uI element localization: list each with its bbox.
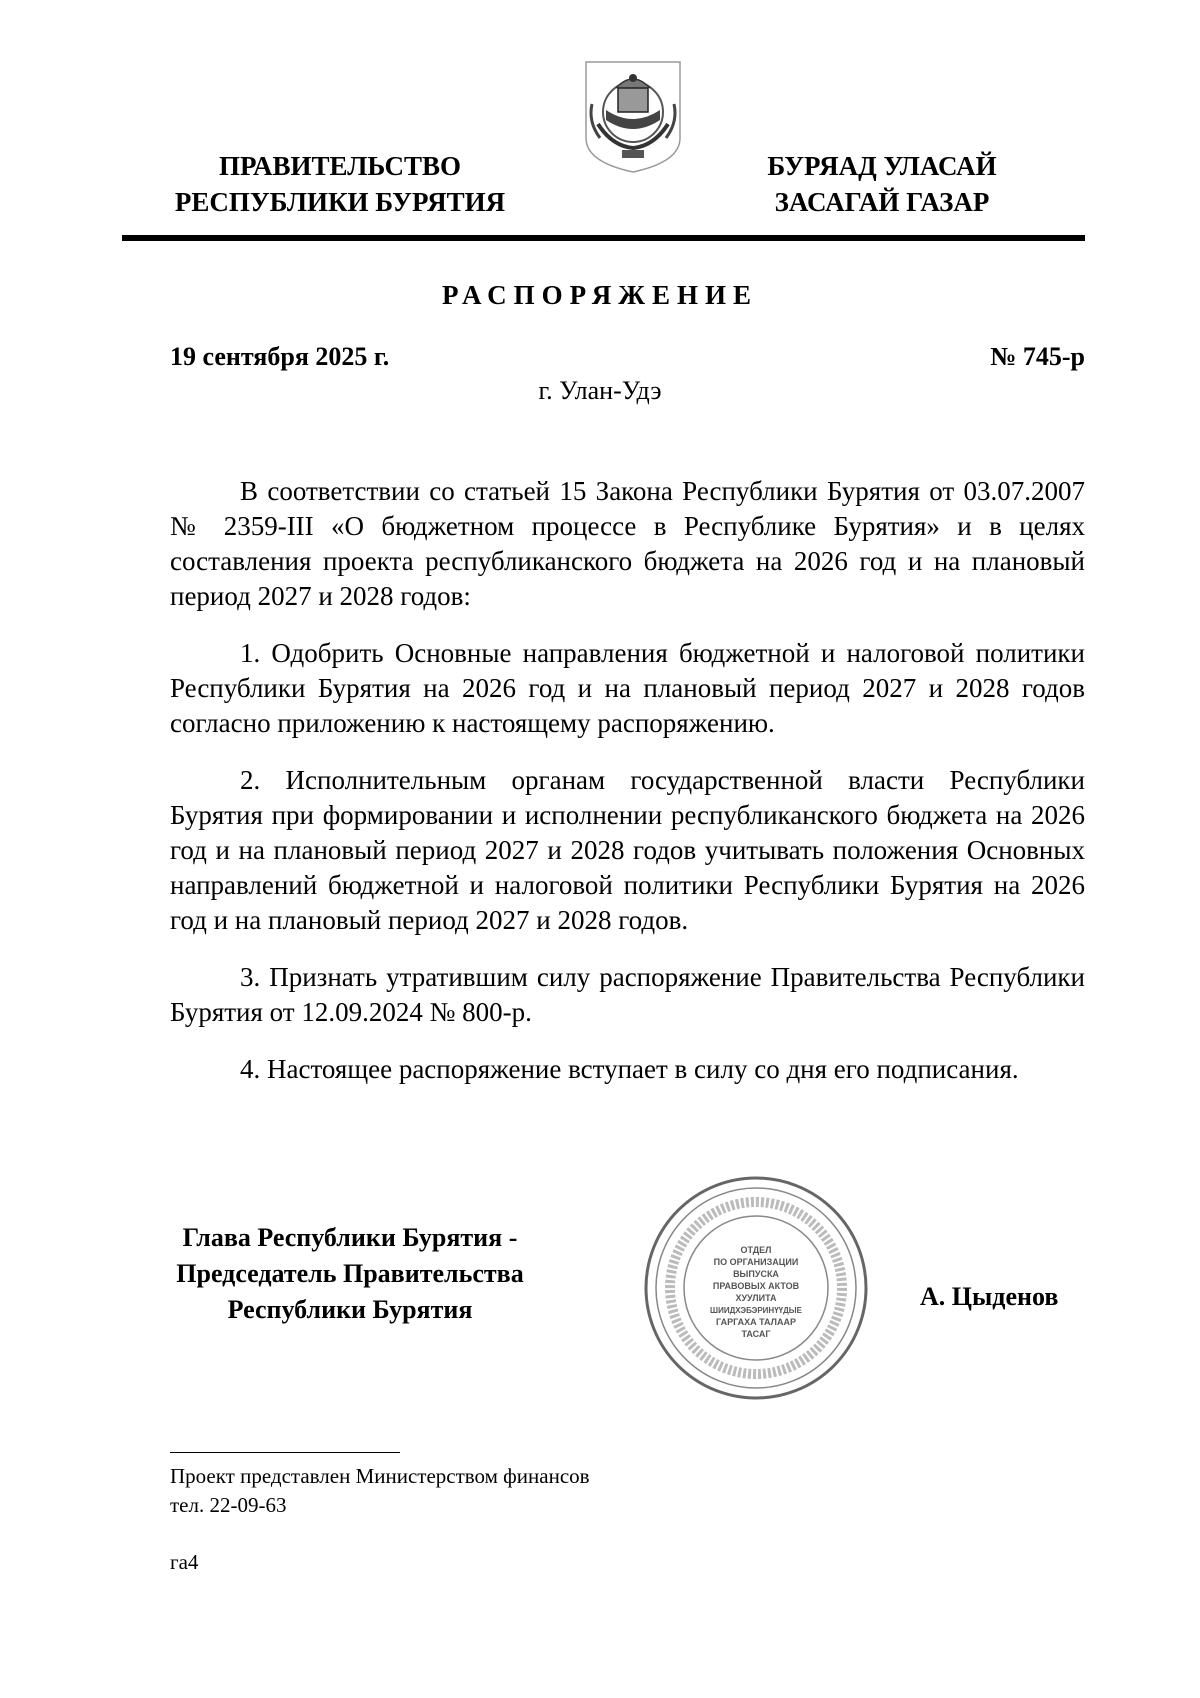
- paragraph-text: 3. Признать утратившим силу распоряжение Правительства Республики Бурятия от 12.09.2024 № 800-р.: [170, 962, 1085, 1027]
- header-left: [150, 148, 530, 220]
- svg-text:ПРАВОВЫХ АКТОВ: ПРАВОВЫХ АКТОВ: [712, 1281, 800, 1291]
- signatory-title-line-2: Председатель Правительства: [176, 1259, 524, 1288]
- header-left-line-2: РЕСПУБЛИКИ БУРЯТИЯ: [174, 187, 506, 217]
- footnote-divider: [170, 1452, 400, 1453]
- svg-text:ТАСАГ: ТАСАГ: [741, 1329, 771, 1339]
- document-date: 19 сентября 2025 г.: [170, 342, 390, 371]
- paragraph-item-1: [170, 636, 1085, 741]
- signatory-title-line-1: Глава Республики Бурятия -: [182, 1223, 518, 1252]
- svg-text:ВЫПУСКА: ВЫПУСКА: [733, 1269, 779, 1279]
- header-right: [692, 148, 1072, 220]
- svg-text:ГАРГАХА ТАЛААР: ГАРГАХА ТАЛААР: [716, 1317, 796, 1327]
- header-left-line-1: ПРАВИТЕЛЬСТВО: [218, 151, 462, 181]
- footnote-line-2: тел. 22-09-63: [170, 1493, 287, 1517]
- paragraph-item-4: [170, 1052, 1085, 1087]
- svg-text:ШИИДХЭБЭРИНҮҮДЫЕ: ШИИДХЭБЭРИНҮҮДЫЕ: [710, 1306, 802, 1315]
- document-code: га4: [170, 1550, 199, 1574]
- paragraph-text: 4. Настоящее распоряжение вступает в силу со дня его подписания.: [240, 1054, 1019, 1084]
- header-right-line-1: БУРЯАД УЛАСАЙ: [767, 151, 997, 181]
- paragraph-text: 2. Исполнительным органам государственной власти Республики Бурятия при формировании и исполнении республиканского бюджета на 2026 год и на плановый период 2027 и 2028 годов учитывать положения Основных направлений бюджетной и налоговой политики Республики Бурятия на 2026 год и на плановый период 2027 и 2028 годов.: [170, 765, 1085, 935]
- paragraph-item-2: [170, 763, 1085, 938]
- paragraph-text: 1. Одобрить Основные направления бюджетной и налоговой политики Республики Бурятия на 2026 год и на плановый период 2027 и 2028 годов согласно приложению к настоящему распоряжению.: [170, 638, 1085, 738]
- document-city: г. Улан-Удэ: [538, 376, 662, 405]
- signatory-title-line-3: Республики Бурятия: [227, 1295, 473, 1324]
- signatory-name: А. Цыденов: [920, 1282, 1059, 1311]
- official-seal-icon: [641, 1173, 871, 1403]
- paragraph-text: В соответствии со статьей 15 Закона Республики Бурятия от 03.07.2007 № 2359-III «О бюджетном процессе в Республике Бурятия» и в целях составления проекта республиканского бюджета на 2026 год и на плановый период 2027 и 2028 годов:: [170, 476, 1085, 611]
- svg-text:ХУУЛИТА: ХУУЛИТА: [735, 1293, 777, 1303]
- document-number: № 745-р: [990, 342, 1085, 371]
- paragraph-item-3: [170, 960, 1085, 1030]
- header-divider: [122, 235, 1085, 241]
- footnote: [170, 1462, 590, 1520]
- footnote-line-1: Проект представлен Министерством финансов: [170, 1464, 590, 1488]
- coat-of-arms-icon: [578, 58, 688, 176]
- signatory-title: [150, 1220, 550, 1328]
- document-title: РАСПОРЯЖЕНИЕ: [441, 280, 759, 310]
- paragraph-preamble: [170, 474, 1085, 614]
- svg-text:ПО ОРГАНИЗАЦИИ: ПО ОРГАНИЗАЦИИ: [713, 1257, 799, 1267]
- svg-text:ОТДЕЛ: ОТДЕЛ: [740, 1245, 772, 1255]
- header-right-line-2: ЗАСАГАЙ ГАЗАР: [774, 187, 990, 217]
